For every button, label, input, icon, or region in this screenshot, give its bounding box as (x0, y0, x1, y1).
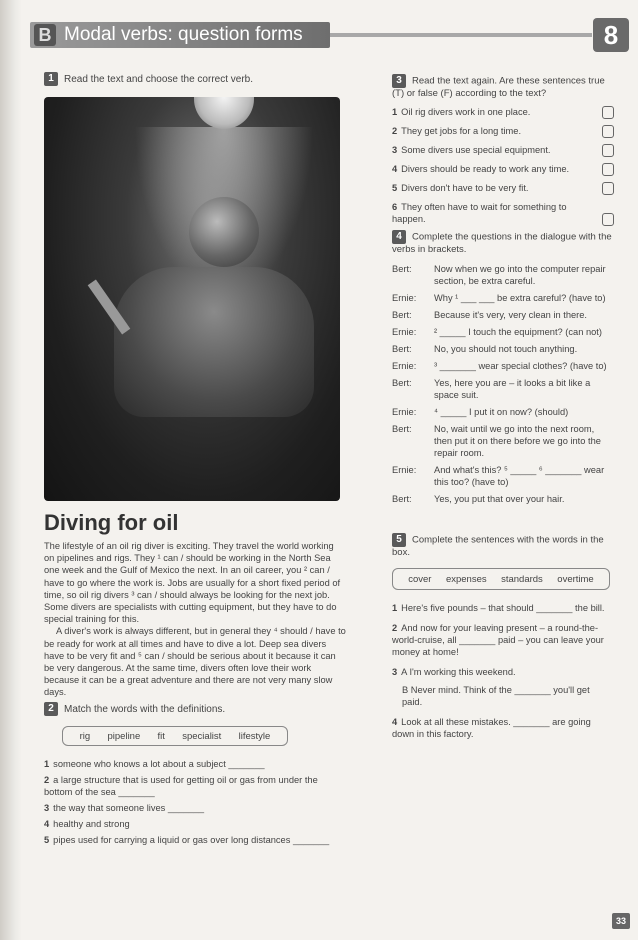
unit-number-badge: 8 (593, 18, 629, 52)
exercise-4-rubric (392, 230, 614, 257)
list-item: 5 Divers don't have to be very fit. (392, 182, 614, 195)
list-item: 1 Oil rig divers work in one place. (392, 106, 614, 119)
list-item: 1 someone who knows a lot about a subject _______ (44, 759, 265, 769)
dialogue-line: Ernie: ³ _______ wear special clothes? (have to) (392, 361, 607, 371)
exercise-3-number: 3 (392, 74, 406, 88)
exercise-5-word-box (392, 568, 610, 590)
list-item: 6 They often have to wait for something to happen. (392, 201, 614, 226)
exercise-1-number: 1 (44, 72, 58, 86)
unit-title: Modal verbs: question forms (64, 24, 303, 45)
true-false-answer-box[interactable] (602, 144, 614, 157)
dialogue-line: Bert: Yes, you put that over your hair. (392, 494, 565, 504)
word-box-item: pipeline (107, 730, 141, 742)
word-box-item: overtime (557, 573, 594, 585)
list-item: 2 a large structure that is used for getting oil or gas from under the bottom of the sea _______ (44, 775, 318, 797)
list-item: 4 healthy and strong (44, 819, 130, 829)
exercise-2-number: 2 (44, 702, 58, 716)
exercise-1-instruction: Read the text and choose the correct verb. (64, 74, 253, 85)
true-false-answer-box[interactable] (602, 213, 614, 226)
dialogue-line: Bert: Now when we go into the computer repair section, be extra careful. (392, 264, 606, 286)
dialogue-line: Ernie: ² _____ I touch the equipment? (can not) (392, 327, 602, 337)
dialogue-line: Bert: Because it's very, very clean in there. (392, 310, 588, 320)
exercise-5-rubric (392, 533, 614, 560)
word-box-item: expenses (445, 573, 487, 585)
dialogue-line: Bert: No, you should not touch anything. (392, 344, 578, 354)
unit-letter-badge: B (34, 24, 56, 46)
exercise-4-number: 4 (392, 230, 406, 244)
list-item: B Never mind. Think of the _______ you'll get paid. (402, 685, 590, 707)
list-item: 2 They get jobs for a long time. (392, 125, 614, 138)
list-item: 4 Divers should be ready to work any time. (392, 163, 614, 176)
list-item: 4 Look at all these mistakes. _______ are going down in this factory. (392, 717, 591, 739)
word-box-item: specialist (182, 730, 222, 742)
diver-suit (114, 267, 314, 417)
exercise-2-instruction: Match the words with the definitions. (64, 704, 226, 715)
dialogue-line: Ernie: And what's this? ⁵ _____ ⁶ _______ wear this too? (have to) (392, 465, 605, 487)
dialogue-line: Ernie: ⁴ _____ I put it on now? (should) (392, 407, 569, 417)
exercise-4-dialogue (392, 263, 614, 510)
list-item: 1 Here's five pounds – that should _______ the bill. (392, 603, 605, 613)
exercise-4-instruction: Complete the questions in the dialogue with the verbs in brackets. (392, 231, 612, 256)
list-item: 3 Some divers use special equipment. (392, 144, 614, 157)
exercise-2-list (44, 758, 344, 850)
true-false-answer-box[interactable] (602, 106, 614, 119)
page-number: 33 (612, 913, 630, 929)
header-rule (330, 33, 592, 37)
underwater-lamp (194, 97, 254, 129)
unit-header-bar (30, 22, 330, 48)
exercise-3-list (392, 106, 614, 232)
exercise-5-list (392, 602, 612, 744)
exercise-2-rubric (44, 702, 344, 717)
article-paragraph-2: A diver's work is always different, but in general they ⁴ should / have to be ready for work at all times and have to dive a lot. Deep sea divers have to be very fit and ⁵ can / should be serious about it because it can be very dangerous. At the same time, divers often love their work because it can be a great adventure and there are not very many slow days. (44, 626, 346, 698)
list-item: 2 And now for your leaving present – a round-the-world-cruise, all _______ paid – you can leave your money at home! (392, 623, 604, 657)
exercise-3-instruction: Read the text again. Are these sentences true (T) or false (F) according to the text? (392, 75, 605, 100)
word-box-item: standards (501, 573, 543, 585)
diver-photo (44, 97, 340, 501)
true-false-answer-box[interactable] (602, 125, 614, 138)
true-false-answer-box[interactable] (602, 182, 614, 195)
exercise-5-number: 5 (392, 533, 406, 547)
list-item: 3 A I'm working this weekend. (392, 667, 516, 677)
dialogue-line: Bert: Yes, here you are – it looks a bit like a space suit. (392, 378, 591, 400)
list-item: 3 the way that someone lives _______ (44, 803, 205, 813)
exercise-5-instruction: Complete the sentences with the words in the box. (392, 534, 604, 559)
dialogue-line: Ernie: Why ¹ ___ ___ be extra careful? (have to) (392, 293, 606, 303)
article-text (44, 540, 346, 699)
article-title: Diving for oil (44, 510, 179, 535)
list-item: 5 pipes used for carrying a liquid or gas over long distances _______ (44, 835, 330, 845)
exercise-3-rubric (392, 74, 614, 101)
word-box-item: fit (157, 730, 165, 742)
true-false-answer-box[interactable] (602, 163, 614, 176)
page-spine-shadow (0, 0, 22, 940)
word-box-item: lifestyle (238, 730, 271, 742)
article-paragraph-1: The lifestyle of an oil rig diver is exciting. They travel the world working on pipelines and rigs. They ¹ can / should be working in the North Sea one week and the Gulf of Mexico the next. In an oil career, you ² can / have to go where the work is. Jobs are usually for a short fixed period of time, so oil rig divers ³ can / should always be looking for the next job. Some divers are specialists with cutting equipment, but they have to do special training for this. (44, 541, 341, 625)
exercise-2-word-box (62, 726, 288, 746)
dialogue-line: Bert: No, wait until we go into the next room, then put it on there before we go into the repair room. (392, 424, 601, 458)
word-box-item: rig (79, 730, 91, 742)
exercise-1-rubric (44, 72, 344, 87)
word-box-item: cover (408, 573, 432, 585)
diving-helmet (189, 197, 259, 267)
